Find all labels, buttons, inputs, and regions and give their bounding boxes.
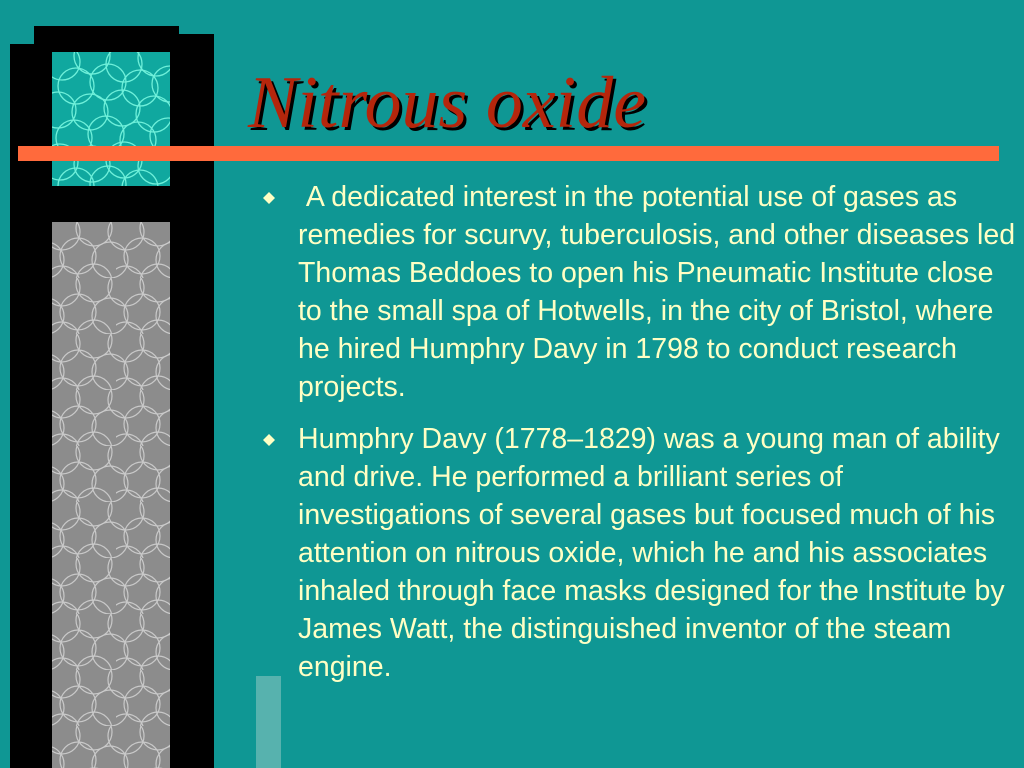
- title-underline-rule: [18, 146, 999, 161]
- teal-circle-pattern: [52, 52, 170, 186]
- left-bar-divider: [40, 186, 190, 222]
- bullet-item-1: [256, 178, 1023, 406]
- bullet-item-2: [256, 420, 1016, 686]
- left-bar-top: [34, 26, 179, 52]
- gray-circle-pattern-graphic: [52, 222, 170, 768]
- slide-title: Nitrous oxide: [248, 62, 647, 144]
- gray-circle-pattern: [52, 222, 170, 768]
- teal-circle-pattern-graphic: [52, 52, 170, 186]
- diamond-bullet-icon: [263, 192, 275, 204]
- diamond-bullet-icon: [263, 434, 275, 446]
- bullet-text-1: A dedicated interest in the potential use of gases as remedies for scurvy, tuberculosis, and other diseases led Thomas Beddoes to open his Pneumatic Institute close to the small spa of Hotwells, in the city of Bristol, where he hired Humphry Davy in 1798 to conduct research projects.: [298, 181, 1023, 403]
- left-bar-right: [168, 34, 214, 768]
- bullet-text-2: Humphry Davy (1778–1829) was a young man of ability and drive. He performed a brilliant series of investigations of several gases but focused much of his attention on nitrous oxide, which he and his associates inhaled through face masks designed for the Institute by James Watt, the distinguished inventor of the steam engine.: [298, 423, 1005, 683]
- bullet-list: [256, 178, 1023, 700]
